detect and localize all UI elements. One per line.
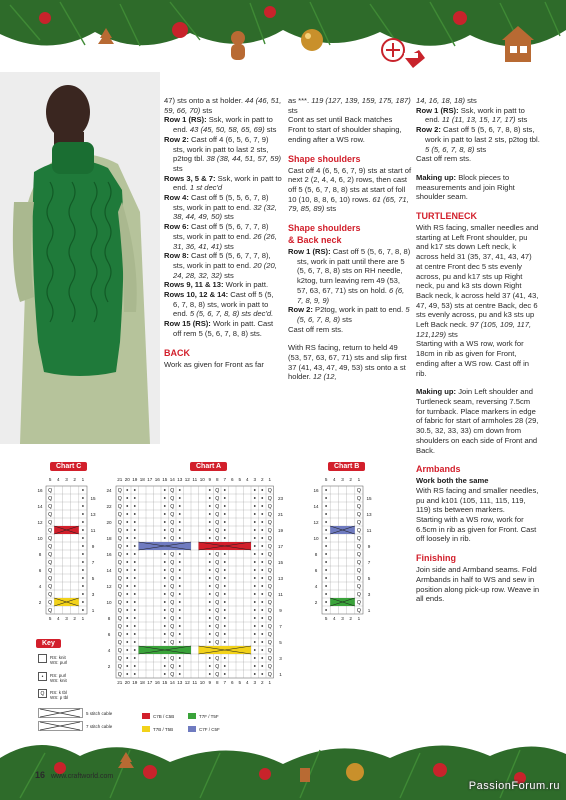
chart-a-col-label: 11 [192,680,198,685]
chart-b-row-label: 8 [314,552,318,557]
cable-5-label: 5 stitch cable [86,711,113,716]
text-column-3: 14, 16, 18, 18) sts Row 1 (RS): Ssk, work in patt to end. 11 (11, 13, 15, 17, 17) sts Row 2: Cast off 5 (5, 6, 7, 8, 8) sts, work in patt to last 2 sts, p2tog tbl. 5 (5, 6, 7, 8, 8) sts Cast off rem sts. Making up: Block pieces to measurements and join Right shoulder seam. TURTLENECK With RS facing, smaller needles and starting at Left Front shoulder, pu and k17 sts down Left neck, k across held 31 (35, 37, 41, 43, 47) at centre Front dec 5 sts evenly across, pu and k17 sts up Right neck, pu and k3 sts down Right Back neck, k across held 37 (41, 43, 47, 49, 53) sts at centre Back, dec 6 sts evenly across, pu and k3 sts up Left Back neck. 97 (105, 109, 117, 121,129) sts Starting with a WS row, work for 18cm in rib as given for Front, ending after a WS row. Cast off in rib. Making up: Join Left shoulder and Turtleneck seam, reversing 7.5cm for turnback. Place markers in edge of fabric for start of armholes 28 (29, 30.5, 32, 33, 33) cm down from shoulders on each side of Front and Back. Armbands Work both the same With RS facing and smaller needles, pu and k101 (105, 111, 115, 119, 119) sts between markers. Starting with a WS row, work for 6.5cm in rib as given for Front. Cast off loosely in rib. Finishing Join side and Armband seams. Fold Armbands in half to WS and sew in position along pick-up row. Weave in all ends. [416,96,540,604]
svg-text:Q: Q [215,488,220,495]
svg-text:Q: Q [117,656,122,663]
chart-b-row-label: 7 [367,560,371,565]
svg-text:Q: Q [215,568,220,575]
chart-a-col-label: 5 [238,680,242,685]
chart-a-col-label: 9 [208,680,212,685]
chart-c-col-label: 2 [73,616,76,621]
svg-text:Q: Q [170,576,175,583]
chart-b-row-label: 4 [314,584,318,589]
chart-b-row-label: 2 [314,600,318,605]
svg-text:Q: Q [117,504,122,511]
chart-a-row-label: 16 [106,552,112,557]
svg-text:Q: Q [356,584,361,591]
chart-c-row-label: 13 [90,512,96,517]
svg-text:Q: Q [48,544,53,551]
text-column-1: 47) sts onto a st holder. 44 (46, 51, 59, 66, 70) sts Row 1 (RS): Ssk, work in patt to end. 43 (45, 50, 58, 65, 69) sts Row 2: Cast off 4 (6, 5, 6, 7, 9) sts, work in patt to last 2 sts, p2tog tbl. 38 (38, 44, 51, 57, 59) sts Rows 3, 5 & 7: Ssk, work in patt to end. 1 st dec'd Row 4: Cast off 5 (5, 5, 6, 7, 8) sts, work in patt to end. 32 (32, 38, 44, 49, 50) sts Row 6: Cast off 5 (5, 6, 7, 7, 8) sts, work in patt to end. 26 (26, 31, 36, 41, 41) sts Row 8: Cast off 5 (5, 6, 7, 7, 8), sts, work in patt to end. 20 (20, 24, 28, 32, 32) sts Rows 9, 11 & 13: Work in patt. Rows 10, 12 & 14: Cast off 5 (5, 6, 7, 8, 8) sts, work in patt to end. 5 (5, 6, 7, 8, 8) sts dec'd. Row 15 (RS): Work in patt. Cast off rem 5 (5, 6, 7, 8, 8) sts. BACK Work as given for Front as far [164,96,282,369]
chart-b-col-label: 5 [324,616,328,621]
chart-a-row-label: 7 [279,624,282,629]
chart-a-row-label: 6 [107,632,111,637]
chart-a-col-label: 2 [260,477,264,482]
key-title: Key [36,639,61,648]
chart-a-col-label: 20 [124,680,130,685]
svg-text:Q: Q [215,616,220,623]
chart-b-col-label: 3 [341,616,344,621]
svg-text:Q: Q [170,640,175,647]
svg-text:Q: Q [117,488,122,495]
chart-a-col-label: 8 [215,680,219,685]
chart-a-col-label: 13 [177,680,183,685]
svg-text:Q: Q [117,592,122,599]
svg-text:Q: Q [215,632,220,639]
svg-text:Q: Q [48,520,53,527]
chart-c-col-label: 5 [48,616,52,621]
chart-b-grid [322,486,363,614]
svg-text:Q: Q [117,560,122,567]
chart-b-row-label: 1 [367,608,371,613]
chart-a-col-label: 10 [199,477,205,482]
svg-text:Q: Q [356,544,361,551]
chart-b-col-label: 1 [357,477,361,482]
svg-text:Q: Q [356,552,361,559]
svg-text:Q: Q [356,512,361,519]
svg-text:Q: Q [215,528,220,535]
svg-text:Q: Q [117,568,122,575]
svg-text:Q: Q [117,528,122,535]
svg-text:Q: Q [48,496,53,503]
chart-a-col-label: 16 [154,477,160,482]
svg-text:Q: Q [117,664,122,671]
svg-text:Q: Q [215,584,220,591]
svg-text:Q: Q [267,576,272,583]
svg-text:Q: Q [215,656,220,663]
chart-a-row-label: 20 [106,520,112,525]
chart-c-row-label: 2 [38,600,42,605]
chart-a-col-label: 7 [223,680,227,685]
chart-c-row-label: 10 [37,536,43,541]
chart-b-row-label: 9 [367,544,371,549]
chart-a-col-label: 18 [139,680,145,685]
svg-text:Q: Q [170,608,175,615]
chart-b-row-label: 15 [366,496,372,501]
chart-a-row-label: 8 [107,616,111,621]
chart-a-col-label: 4 [245,680,249,685]
svg-text:Q: Q [267,520,272,527]
svg-text:Q: Q [48,568,53,575]
svg-text:Q: Q [170,512,175,519]
purl-symbol: • [38,672,47,681]
svg-text:Q: Q [215,672,220,679]
chart-c-col-label: 1 [81,477,85,482]
chart-a-col-label: 3 [253,477,257,482]
chart-b-col-label: 1 [357,616,361,621]
armbands-heading: Armbands [416,464,461,475]
chart-c-row-label: 5 [91,576,95,581]
chart-c-row-label: 14 [37,504,43,509]
svg-text:Q: Q [267,544,272,551]
svg-text:Q: Q [356,568,361,575]
svg-text:Q: Q [170,592,175,599]
chart-b-col-label: 2 [349,616,352,621]
chart-a-row-label: 15 [277,560,284,565]
svg-text:Q: Q [267,600,272,607]
chart-a-row-label: 23 [277,496,284,501]
svg-text:Q: Q [267,592,272,599]
page-number: 16 [35,770,46,780]
chart-c-col-label: 4 [57,477,60,482]
svg-text:Q: Q [117,576,122,583]
svg-text:Q: Q [170,664,175,671]
chart-a-col-label: 17 [147,477,153,482]
ktbl-symbol: Q [38,689,47,698]
chart-c-row-label: 6 [38,568,42,573]
chart-a-col-label: 2 [260,680,264,685]
svg-text:Q: Q [170,536,175,543]
svg-text:Q: Q [48,504,53,511]
svg-text:Q: Q [117,544,122,551]
svg-text:Q: Q [215,496,220,503]
svg-text:Q: Q [215,624,220,631]
chart-a-row-label: 19 [277,528,284,533]
svg-text:Q: Q [48,552,53,559]
chart-b-row-label: 13 [366,512,372,517]
svg-text:Q: Q [356,496,361,503]
svg-text:Q: Q [170,632,175,639]
svg-text:Q: Q [48,600,53,607]
svg-text:Q: Q [356,528,361,535]
chart-a-row-label: 13 [277,576,284,581]
chart-a-col-label: 17 [147,680,153,685]
svg-text:Q: Q [267,632,272,639]
chart-a-row-label: 21 [277,512,284,517]
svg-text:Q: Q [215,608,220,615]
chart-a-row-label: 17 [277,544,284,549]
svg-text:Q: Q [117,552,122,559]
svg-text:Q: Q [356,560,361,567]
chart-b-col-label: 2 [349,477,352,482]
chart-b-col-label: 4 [333,616,336,621]
svg-text:Q: Q [117,608,122,615]
chart-b-row-label: 6 [314,568,318,573]
svg-text:Q: Q [117,632,122,639]
svg-text:Q: Q [117,512,122,519]
chart-c-col-label: 2 [73,477,76,482]
chart-a-col-label: 3 [253,680,257,685]
chart-a-row-label: 24 [106,488,112,493]
chart-b-col-label: 4 [333,477,336,482]
chart-b-row-label: 3 [367,592,371,597]
legend-swatch-red [142,713,150,719]
svg-text:Q: Q [170,624,175,631]
svg-text:Q: Q [117,584,122,591]
svg-text:Q: Q [117,616,122,623]
chart-a-col-label: 15 [162,680,168,685]
svg-text:Q: Q [170,488,175,495]
svg-text:Q: Q [117,624,122,631]
chart-a-row-label: 5 [279,640,282,645]
svg-text:Q: Q [267,584,272,591]
chart-a-col-label: 6 [230,680,234,685]
svg-text:Q: Q [267,648,272,655]
chart-a-col-label: 20 [124,477,130,482]
svg-text:Q: Q [215,592,220,599]
svg-text:Q: Q [117,600,122,607]
svg-text:Q: Q [170,616,175,623]
svg-text:Q: Q [215,560,220,567]
chart-c-grid [46,486,87,614]
chart-c-row-label: 4 [38,584,42,589]
chart-a-col-label: 19 [132,477,138,482]
legend-swatch-green [188,713,196,719]
svg-text:Q: Q [267,624,272,631]
chart-c-col-label: 4 [57,616,60,621]
svg-text:Q: Q [356,536,361,543]
svg-text:Q: Q [170,496,175,503]
chart-a-col-label: 16 [154,680,160,685]
svg-text:Q: Q [48,592,53,599]
knit-symbol [38,654,47,663]
chart-b-row-label: 14 [313,504,319,509]
svg-text:Q: Q [356,520,361,527]
chart-c-row-label: 16 [37,488,43,493]
chart-a-col-label: 14 [169,680,175,685]
svg-text:Q: Q [170,528,175,535]
svg-text:Q: Q [170,520,175,527]
svg-text:Q: Q [170,504,175,511]
svg-text:Q: Q [48,576,53,583]
chart-c-row-label: 9 [91,544,95,549]
chart-a-col-label: 10 [199,680,205,685]
watermark: PassionForum.ru [468,780,560,792]
chart-c-row-label: 8 [38,552,42,557]
chart-c-row-label: 11 [90,528,96,533]
chart-a-col-label: 13 [177,477,183,482]
chart-c-col-label: 5 [48,477,52,482]
svg-text:Q: Q [267,496,272,503]
svg-text:Q: Q [48,536,53,543]
chart-a-row-label: 10 [106,600,112,605]
chart-a-row-label: 18 [106,536,112,541]
svg-text:Q: Q [117,520,122,527]
chart-a-col-label: 4 [245,477,249,482]
svg-text:Q: Q [48,488,53,495]
cable-7-label: 7 stitch cable [86,724,113,729]
svg-text:Q: Q [117,672,122,679]
svg-text:Q: Q [215,504,220,511]
svg-text:Q: Q [170,552,175,559]
chart-a-row-label: 3 [279,656,282,661]
back-heading: BACK [164,347,190,358]
page-footer [35,770,113,780]
text-column-2: as ***. 119 (127, 139, 159, 175, 187) sts Cont as set until Back matches Front to start of shoulder shaping, ending after a WS row. Shape shoulders Cast off 4 (6, 5, 6, 7, 9) sts at start of next 2 (2, 4, 4, 6, 2) rows, then cast off 5 (5, 6, 7, 8, 8) sts at start of foll 10 (10, 8, 8, 6, 10) rows. 61 (65, 71, 79, 85, 89) sts Shape shoulders & Back neck Row 1 (RS): Cast off 5 (5, 6, 7, 8, 8) sts, work in patt until there are 5 (5, 6, 7, 8, 8) sts on RH needle, k2tog, turn leaving rem 49 (53, 57, 63, 67, 71) sts on hold. 6 (6, 7, 8, 9, 9) Row 2: P2tog, work in patt to end. 5 (5, 6, 7, 8, 8) sts Cast off rem sts. With RS facing, return to held 49 (53, 57, 63, 67, 71) sts and slip first 37 (41, 43, 47, 49, 53) sts onto a st holder. 12 (12, [288,96,412,382]
turtleneck-heading: TURTLENECK [416,211,477,222]
chart-a-col-label: 1 [268,680,272,685]
chart-a-row-label: 9 [279,608,282,613]
svg-text:Q: Q [117,640,122,647]
chart-c-col-label: 3 [65,616,68,621]
finishing-heading: Finishing [416,553,456,564]
chart-a-row-label: 1 [279,672,282,677]
svg-text:Q: Q [267,568,272,575]
chart-a-col-label: 11 [192,477,198,482]
chart-c-col-label: 1 [81,616,85,621]
svg-text:Q: Q [117,648,122,655]
chart-a-col-label: 7 [223,477,227,482]
chart-a-col-label: 12 [184,477,190,482]
chart-a-col-label: 15 [162,477,168,482]
svg-text:Q: Q [48,528,53,535]
shape-shoulders-back-neck-heading: Shape shoulders [288,223,361,234]
svg-text:Q: Q [267,536,272,543]
svg-text:Q: Q [356,576,361,583]
shape-shoulders-heading: Shape shoulders [288,153,361,164]
chart-a-row-label: 11 [278,592,283,597]
chart-b-row-label: 5 [367,576,371,581]
svg-text:Q: Q [170,672,175,679]
chart-b-row-label: 16 [313,488,319,493]
chart-a-col-label: 21 [117,680,123,685]
svg-text:Q: Q [215,576,220,583]
chart-a-col-label: 9 [208,477,212,482]
chart-a-col-label: 8 [215,477,219,482]
svg-text:Q: Q [170,584,175,591]
svg-text:Q: Q [267,488,272,495]
svg-text:Q: Q [48,584,53,591]
chart-b-title: Chart B [328,462,365,471]
chart-a-row-label: 2 [107,664,111,669]
chart-b-col-label: 5 [324,477,328,482]
chart-a-title: Chart A [190,462,227,471]
chart-b-row-label: 10 [313,536,319,541]
svg-text:Q: Q [215,640,220,647]
chart-a-col-label: 21 [117,477,123,482]
chart-c-col-label: 3 [65,477,68,482]
svg-text:Q: Q [170,568,175,575]
svg-text:Q: Q [267,504,272,511]
chart-a-col-label: 1 [268,477,272,482]
chart-a-row-label: 14 [106,568,112,573]
svg-text:Q: Q [356,488,361,495]
svg-text:Q: Q [267,512,272,519]
svg-text:Q: Q [267,528,272,535]
chart-c-row-label: 7 [91,560,95,565]
site-url: www.craftworld.com [50,773,114,780]
chart-c-row-label: 3 [91,592,95,597]
chart-a-row-label: 12 [106,584,112,589]
svg-text:Q: Q [215,600,220,607]
svg-text:Q: Q [117,496,122,503]
svg-text:Q: Q [215,536,220,543]
svg-text:Q: Q [267,640,272,647]
chart-a-col-label: 14 [169,477,175,482]
svg-text:Q: Q [356,600,361,607]
svg-text:Q: Q [267,672,272,679]
svg-text:Q: Q [267,664,272,671]
chart-b-row-label: 11 [366,528,372,533]
chart-a-col-label: 19 [132,680,138,685]
svg-text:Q: Q [267,616,272,623]
svg-text:Q: Q [215,552,220,559]
chart-c-row-label: 12 [37,520,43,525]
svg-text:Q: Q [215,664,220,671]
svg-text:Q: Q [48,608,53,615]
svg-text:Q: Q [48,560,53,567]
chart-a-col-label: 18 [139,477,145,482]
chart-b-col-label: 3 [341,477,344,482]
svg-text:Q: Q [267,608,272,615]
chart-c-row-label: 15 [90,496,96,501]
svg-text:Q: Q [215,512,220,519]
svg-text:Q: Q [170,560,175,567]
chart-a-row-label: 22 [106,504,112,509]
svg-text:Q: Q [356,592,361,599]
svg-text:Q: Q [356,608,361,615]
chart-c-row-label: 1 [91,608,95,613]
svg-text:Q: Q [267,560,272,567]
chart-c-title: Chart C [50,462,87,471]
svg-text:Q: Q [267,656,272,663]
svg-text:Q: Q [356,504,361,511]
chart-a-col-label: 12 [184,680,190,685]
svg-text:Q: Q [215,520,220,527]
svg-text:Q: Q [267,552,272,559]
svg-text:Q: Q [48,512,53,519]
chart-a-row-label: 4 [107,648,111,653]
chart-a-col-label: 6 [230,477,234,482]
chart-a-col-label: 5 [238,477,242,482]
svg-text:Q: Q [170,600,175,607]
svg-text:Q: Q [117,536,122,543]
chart-b-row-label: 12 [313,520,319,525]
svg-text:Q: Q [170,656,175,663]
